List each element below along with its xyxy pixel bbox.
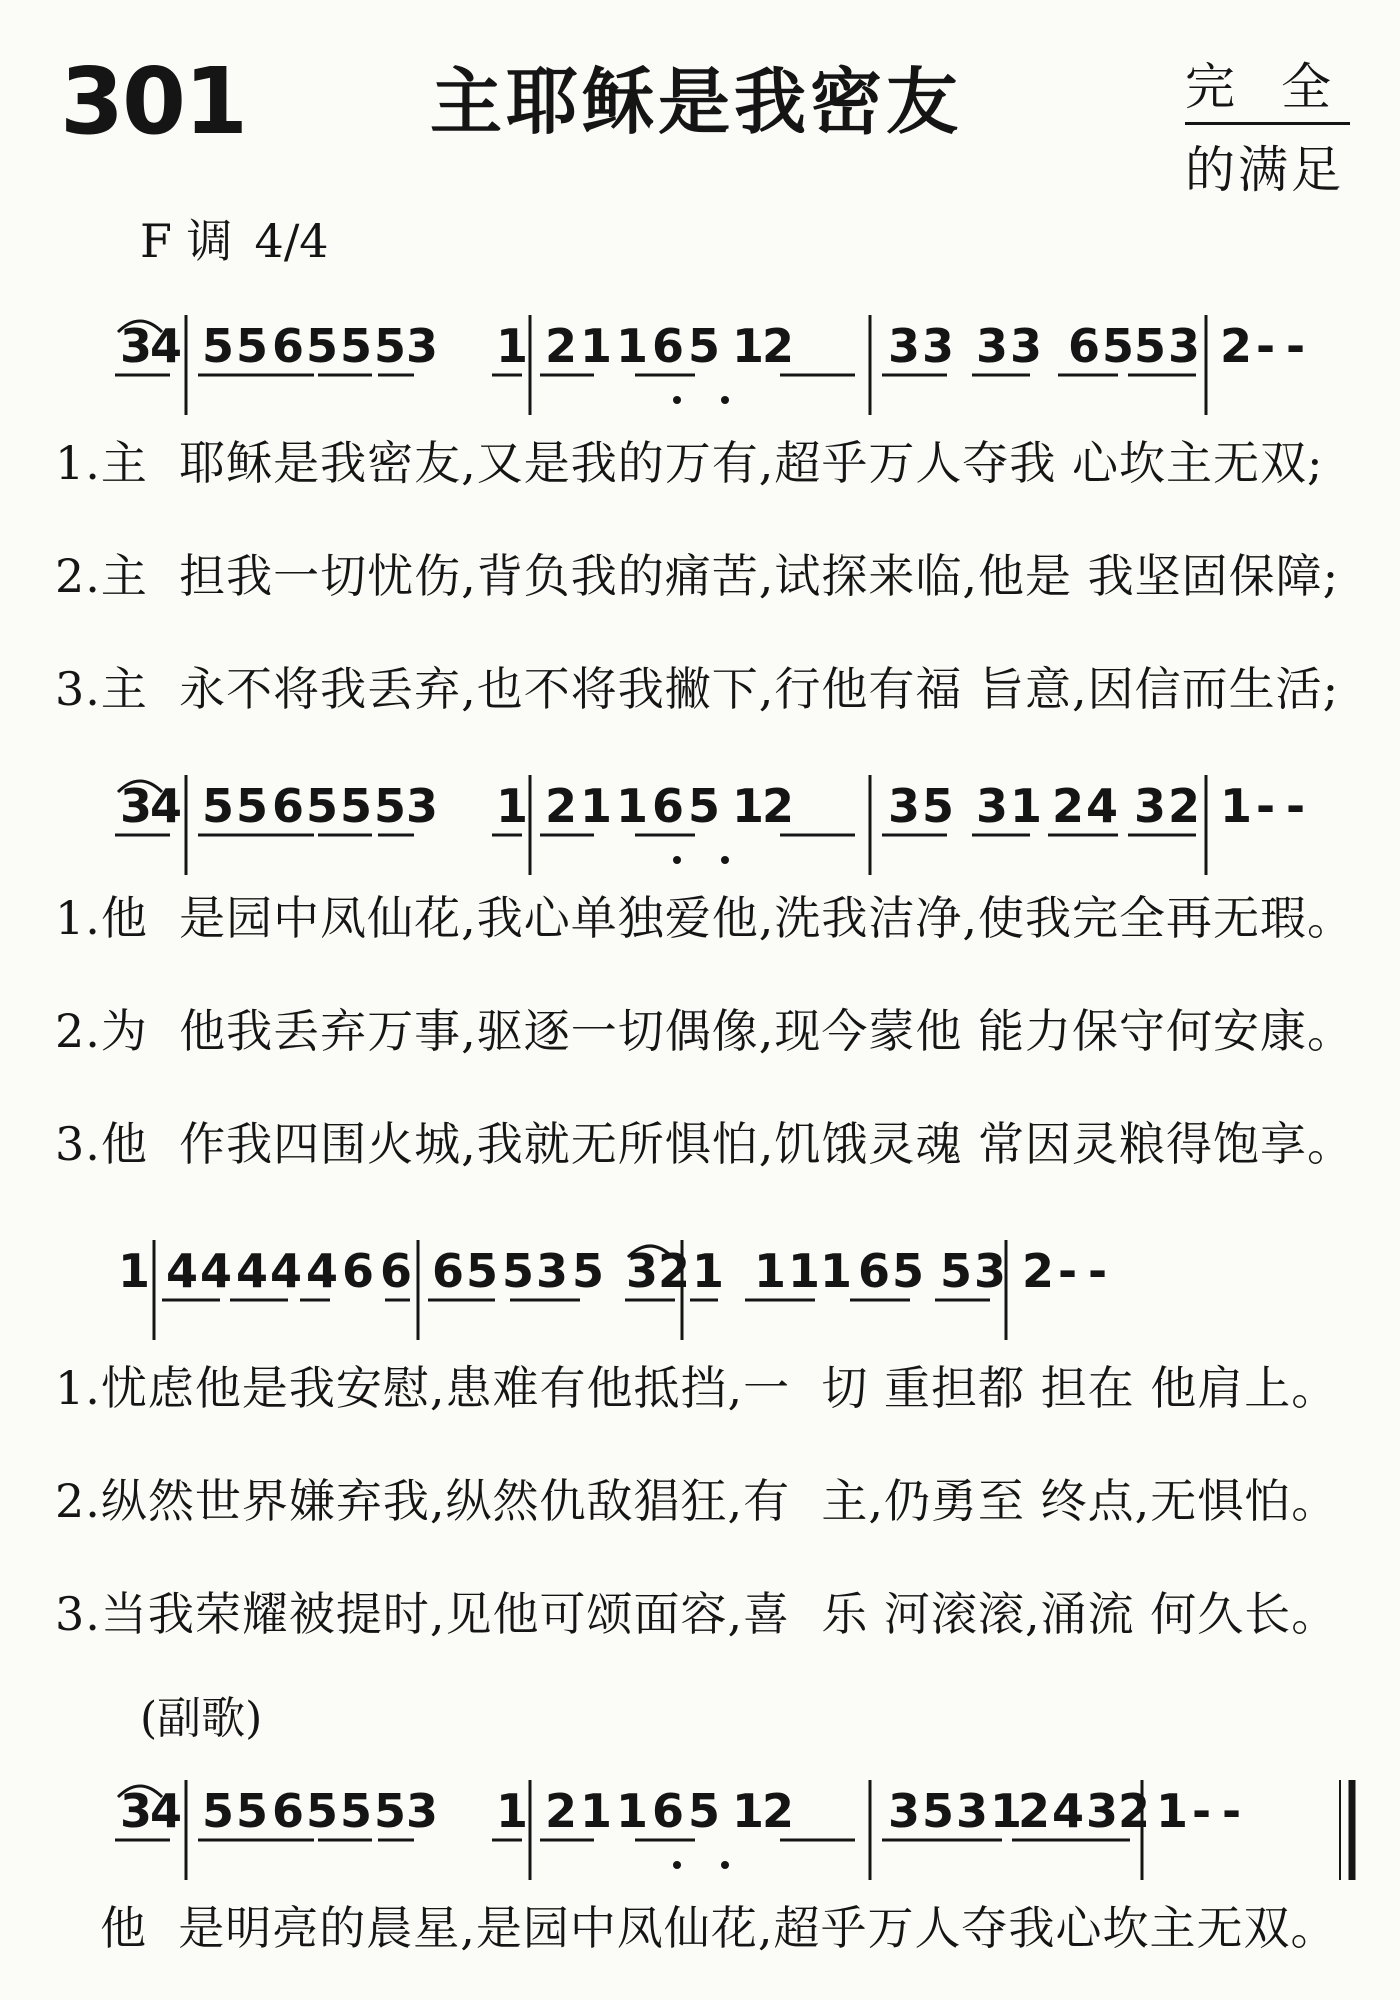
note-1-21: 3: [1010, 319, 1043, 373]
notation-svg-2: [110, 770, 1360, 882]
note-4-26: 1: [1156, 1784, 1189, 1838]
note-4-13: 1: [616, 1784, 649, 1838]
note-2-3: 5: [202, 779, 235, 833]
hymn-number: 301: [60, 48, 247, 155]
time-signature: 4/4: [254, 214, 329, 268]
note-group-4: [120, 1784, 1241, 1838]
hymn-title: 主耶稣是我密友: [430, 60, 963, 144]
note-1-13: 1: [616, 319, 649, 373]
note-2-10: 1: [496, 779, 529, 833]
note-2-20: 3: [976, 779, 1009, 833]
note-2-12: 1: [580, 779, 613, 833]
note-3-23: 3: [974, 1244, 1007, 1298]
note-2-22: 2: [1052, 779, 1085, 833]
note-group-3: [118, 1244, 1107, 1298]
note-1-22: 6: [1068, 319, 1101, 373]
category-line-2: 的满足: [1185, 141, 1344, 199]
note-2-23: 4: [1086, 779, 1119, 833]
note-4-27: -: [1192, 1784, 1212, 1838]
note-3-22: 5: [940, 1244, 973, 1298]
note-1-28: -: [1286, 319, 1306, 373]
category-line-1: 完全: [1185, 62, 1350, 125]
note-1-23: 5: [1102, 319, 1135, 373]
note-3-1: 1: [118, 1244, 151, 1298]
note-2-16: 1: [732, 779, 765, 833]
note-4-24: 3: [1086, 1784, 1119, 1838]
note-3-15: 2: [658, 1244, 691, 1298]
note-4-17: 2: [762, 1784, 795, 1838]
score-line-2: [110, 770, 1360, 882]
note-1-17: 2: [762, 319, 795, 373]
note-1-14: 6: [652, 319, 685, 373]
note-3-17: 1: [754, 1244, 787, 1298]
note-2-13: 1: [616, 779, 649, 833]
lyric-4-1: 他 是明亮的晨星,是园中凤仙花,超乎万人夺我心坎主无双。: [100, 1901, 1338, 1955]
note-4-20: 3: [956, 1784, 989, 1838]
note-1-16: 1: [732, 319, 765, 373]
note-1-2: 4: [150, 319, 183, 373]
note-4-11: 2: [545, 1784, 578, 1838]
score-line-1: [110, 310, 1360, 422]
note-2-2: 4: [150, 779, 183, 833]
note-4-16: 1: [732, 1784, 765, 1838]
note-group-1: [120, 319, 1305, 373]
note-2-21: 1: [1010, 779, 1043, 833]
lyric-2-2: 2.为 他我丢弃万事,驱逐一切偶像,现今蒙他 能力保守何安康。: [55, 1004, 1354, 1058]
note-2-7: 5: [340, 779, 373, 833]
note-2-11: 2: [545, 779, 578, 833]
notation-svg-3: [110, 1235, 1360, 1347]
note-2-25: 2: [1168, 779, 1201, 833]
note-4-15: 5: [688, 1784, 721, 1838]
notation-svg-4: [110, 1775, 1360, 1887]
note-1-12: 1: [580, 319, 613, 373]
note-3-24: 2: [1022, 1244, 1055, 1298]
note-group-2: [120, 779, 1305, 833]
note-4-18: 3: [888, 1784, 921, 1838]
note-1-20: 3: [976, 319, 1009, 373]
note-1-7: 5: [340, 319, 373, 373]
note-1-26: 2: [1220, 319, 1253, 373]
note-4-6: 5: [306, 1784, 339, 1838]
note-1-1: 3: [120, 319, 153, 373]
note-3-19: 1: [820, 1244, 853, 1298]
lyric-2-3: 3.他 作我四围火城,我就无所惧怕,饥饿灵魂 常因灵粮得饱享。: [55, 1117, 1354, 1171]
notation-svg-1: [110, 310, 1360, 422]
note-2-5: 6: [272, 779, 305, 833]
note-1-11: 2: [545, 319, 578, 373]
note-3-10: 5: [466, 1244, 499, 1298]
note-4-19: 5: [922, 1784, 955, 1838]
note-3-2: 4: [166, 1244, 199, 1298]
note-3-8: 6: [380, 1244, 413, 1298]
note-4-7: 5: [340, 1784, 373, 1838]
note-3-18: 1: [788, 1244, 821, 1298]
note-3-21: 5: [892, 1244, 925, 1298]
note-1-9: 3: [406, 319, 439, 373]
lyric-3-3: 3.当我荣耀被提时,见他可颂面容,喜 乐 河滚滚,涌流 何久长。: [55, 1587, 1339, 1641]
note-2-14: 6: [652, 779, 685, 833]
note-1-15: 5: [688, 319, 721, 373]
note-4-22: 2: [1018, 1784, 1051, 1838]
note-4-3: 5: [202, 1784, 235, 1838]
note-4-23: 4: [1052, 1784, 1085, 1838]
note-3-11: 5: [502, 1244, 535, 1298]
note-2-26: 1: [1220, 779, 1253, 833]
note-3-13: 5: [572, 1244, 605, 1298]
note-4-28: -: [1222, 1784, 1242, 1838]
lyric-1-1: 1.主 耶稣是我密友,又是我的万有,超乎万人夺我 心坎主无双;: [55, 436, 1324, 490]
note-4-9: 3: [406, 1784, 439, 1838]
key-signature: [140, 214, 351, 268]
note-2-18: 3: [888, 779, 921, 833]
lyric-3-1: 1.忧虑他是我安慰,患难有他抵挡,一 切 重担都 担在 他肩上。: [55, 1361, 1339, 1415]
note-3-5: 4: [270, 1244, 303, 1298]
note-4-8: 5: [374, 1784, 407, 1838]
note-2-6: 5: [306, 779, 339, 833]
note-1-18: 3: [888, 319, 921, 373]
note-3-16: 1: [692, 1244, 725, 1298]
lyric-1-3: 3.主 永不将我丢弃,也不将我撇下,行他有福 旨意,因信而生活;: [55, 662, 1340, 716]
note-3-25: -: [1058, 1244, 1078, 1298]
note-4-25: 2: [1118, 1784, 1151, 1838]
note-4-21: 1: [990, 1784, 1023, 1838]
note-1-25: 3: [1168, 319, 1201, 373]
note-4-10: 1: [496, 1784, 529, 1838]
note-2-24: 3: [1134, 779, 1167, 833]
note-4-5: 6: [272, 1784, 305, 1838]
note-2-9: 3: [406, 779, 439, 833]
note-1-10: 1: [496, 319, 529, 373]
key-label: F 调: [140, 214, 233, 268]
note-3-3: 4: [200, 1244, 233, 1298]
note-3-9: 6: [432, 1244, 465, 1298]
note-3-7: 6: [342, 1244, 375, 1298]
note-2-19: 5: [922, 779, 955, 833]
note-1-19: 3: [922, 319, 955, 373]
lyric-3-2: 2.纵然世界嫌弃我,纵然仇敌猖狂,有 主,仍勇至 终点,无惧怕。: [55, 1474, 1339, 1528]
score-line-4: [110, 1775, 1360, 1887]
note-1-6: 5: [306, 319, 339, 373]
note-1-27: -: [1256, 319, 1276, 373]
note-1-8: 5: [374, 319, 407, 373]
note-1-3: 5: [202, 319, 235, 373]
note-4-2: 4: [150, 1784, 183, 1838]
note-4-1: 3: [120, 1784, 153, 1838]
note-4-14: 6: [652, 1784, 685, 1838]
note-3-4: 4: [236, 1244, 269, 1298]
lyric-1-2: 2.主 担我一切忧伤,背负我的痛苦,试探来临,他是 我坚固保障;: [55, 549, 1340, 603]
note-2-1: 3: [120, 779, 153, 833]
note-3-26: -: [1088, 1244, 1108, 1298]
note-3-14: 3: [626, 1244, 659, 1298]
lyric-2-1: 1.他 是园中凤仙花,我心单独爱他,洗我洁净,使我完全再无瑕。: [55, 891, 1354, 945]
note-1-5: 6: [272, 319, 305, 373]
note-2-4: 5: [236, 779, 269, 833]
note-3-20: 6: [858, 1244, 891, 1298]
note-3-12: 3: [536, 1244, 569, 1298]
note-1-24: 5: [1134, 319, 1167, 373]
note-2-27: -: [1256, 779, 1276, 833]
note-1-4: 5: [236, 319, 269, 373]
refrain-label: (副歌): [140, 1693, 263, 1744]
note-2-15: 5: [688, 779, 721, 833]
note-4-12: 1: [580, 1784, 613, 1838]
note-2-8: 5: [374, 779, 407, 833]
note-2-17: 2: [762, 779, 795, 833]
note-3-6: 4: [306, 1244, 339, 1298]
score-line-3: [110, 1235, 1360, 1347]
note-4-4: 5: [236, 1784, 269, 1838]
note-2-28: -: [1286, 779, 1306, 833]
